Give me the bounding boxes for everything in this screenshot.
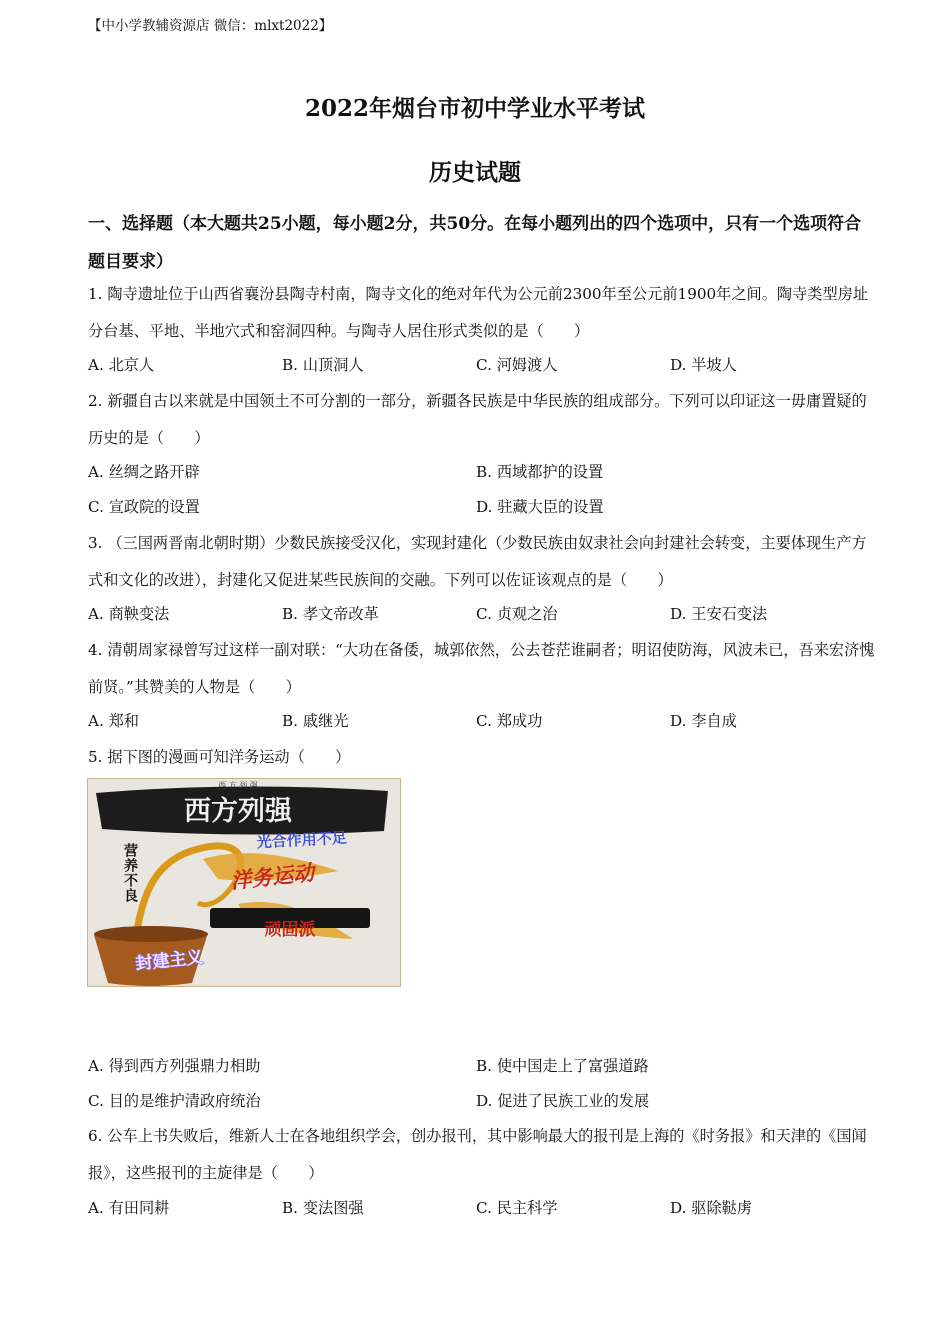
question-2-options	[88, 461, 878, 487]
westernization-cartoon	[87, 778, 401, 987]
option-b[interactable]: B. 山顶洞人	[282, 356, 364, 374]
question-2-options-row2	[88, 496, 878, 522]
option-c[interactable]: C. 民主科学	[476, 1199, 558, 1217]
question-5-options	[88, 1055, 878, 1081]
option-a[interactable]: A. 丝绸之路开辟	[88, 463, 200, 481]
option-b[interactable]: B. 西域都护的设置	[476, 463, 604, 481]
question-2-stem: 2. 新疆自古以来就是中国领土不可分割的一部分，新疆各民族是中华民族的组成部分。下列可以印证这一毋庸置疑的历史的是（ ）	[88, 392, 867, 447]
section-heading: 一、选择题（本大题共25小题，每小题2分，共50分。在每小题列出的四个选项中，只有一个选项符合题目要求）	[88, 214, 862, 272]
question-5-options-row2	[88, 1090, 878, 1116]
option-a[interactable]: A. 北京人	[88, 356, 155, 374]
watermark: 【中小学教辅资源店 微信：mlxt2022】	[88, 18, 333, 34]
option-d[interactable]: D. 驱除鞑虏	[670, 1199, 753, 1217]
option-d[interactable]: D. 促进了民族工业的发展	[476, 1092, 650, 1110]
option-b[interactable]: B. 戚继光	[282, 712, 349, 730]
question-4-stem: 4. 清朝周家禄曾写过这样一副对联：“大功在备倭，城郭依然，公去苍茫谁嗣者；明诏使防海，风波未已，吾来宏济愧前贤。”其赞美的人物是（ ）	[88, 641, 875, 696]
option-a[interactable]: A. 商鞅变法	[88, 605, 170, 623]
question-3-options	[88, 603, 878, 629]
pot-rim	[94, 926, 208, 942]
option-c[interactable]: C. 目的是维护清政府统治	[88, 1092, 261, 1110]
westernization-movement-text: 洋务运动	[229, 859, 316, 894]
insufficient-photosynthesis-text: 光合作用不足	[256, 828, 348, 852]
question-5-stem: 5. 据下图的漫画可知洋务运动（ ）	[88, 748, 351, 766]
option-d[interactable]: D. 驻藏大臣的设置	[476, 498, 604, 516]
question-1-options	[88, 354, 878, 380]
option-d[interactable]: D. 半坡人	[670, 356, 737, 374]
option-c[interactable]: C. 河姆渡人	[476, 356, 558, 374]
option-c[interactable]: C. 宣政院的设置	[88, 498, 200, 516]
option-a[interactable]: A. 有田同耕	[88, 1199, 170, 1217]
feudalism-text: 封建主义	[134, 947, 205, 975]
option-b[interactable]: B. 使中国走上了富强道路	[476, 1057, 649, 1075]
western-powers-text: 西方列强	[184, 796, 292, 827]
question-1-stem: 1. 陶寺遗址位于山西省襄汾县陶寺村南，陶寺文化的绝对年代为公元前2300年至公元前1900年之间。陶寺类型房址分台基、平地、半地穴式和窑洞四种。与陶寺人居住形式类似的是（ ）	[88, 285, 869, 340]
option-a[interactable]: A. 得到西方列强鼎力相助	[88, 1057, 261, 1075]
option-b[interactable]: B. 孝文帝改革	[282, 605, 379, 623]
option-c[interactable]: C. 贞观之治	[476, 605, 558, 623]
small-top-label: 西 方 列 强	[218, 781, 258, 790]
question-6-options	[88, 1197, 878, 1223]
question-3-stem: 3. （三国两晋南北朝时期）少数民族接受汉化，实现封建化（少数民族由奴隶社会向封建社会转变，主要体现生产方式和文化的改进），封建化又促进某些民族间的交融。下列可以佐证该观点的是（ ）	[88, 534, 867, 589]
conservative-faction-text: 顽固派	[264, 920, 316, 940]
cartoon-illustration	[88, 779, 400, 986]
exam-title: 2022年烟台市初中学业水平考试	[304, 95, 645, 122]
option-d[interactable]: D. 李自成	[670, 712, 737, 730]
question-4-options	[88, 710, 878, 736]
option-d[interactable]: D. 王安石变法	[670, 605, 768, 623]
option-a[interactable]: A. 郑和	[88, 712, 139, 730]
option-c[interactable]: C. 郑成功	[476, 712, 543, 730]
malnutrition-text: 营养不良	[122, 843, 138, 903]
option-b[interactable]: B. 变法图强	[282, 1199, 364, 1217]
exam-subtitle: 历史试题	[429, 159, 521, 186]
question-6-stem: 6. 公车上书失败后，维新人士在各地组织学会，创办报刊，其中影响最大的报刊是上海的《时务报》和天津的《国闻报》，这些报刊的主旋律是（ ）	[88, 1127, 867, 1182]
